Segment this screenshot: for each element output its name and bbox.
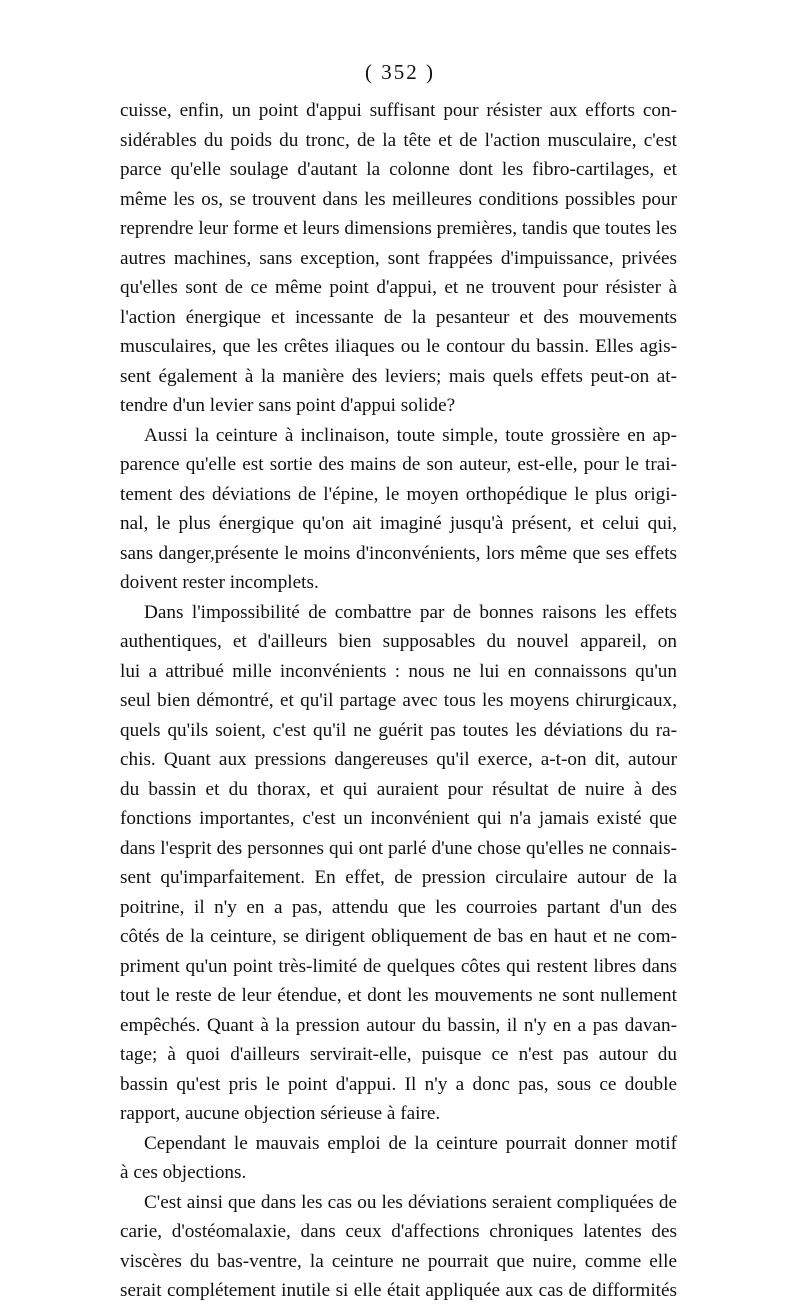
text-line: même les os, se trouvent dans les meilleures conditions possibles pour: [120, 188, 677, 210]
text-line: lui a attribué mille inconvénients : nous ne lui en connaissons qu'un: [120, 660, 677, 682]
paragraph: [120, 1188, 677, 1306]
paragraph: [120, 421, 677, 598]
text-line: musculaires, que les crêtes iliaques ou le contour du bassin. Elles agis-: [120, 336, 677, 357]
paragraph: [120, 1129, 677, 1188]
text-line: sans danger,présente le moins d'inconvénients, lors même que ses effets: [120, 542, 677, 564]
text-line: priment qu'un point très-limité de quelques côtes qui restent libres dans: [120, 955, 677, 977]
text-line: serait complétement inutile si elle était appliquée aux cas de difformités: [120, 1280, 677, 1301]
text-line: nal, le plus énergique qu'on ait imaginé jusqu'à présent, et celui qui,: [120, 513, 677, 534]
body-text: [120, 96, 677, 1306]
text-line: autres machines, sans exception, sont frappées d'impuissance, privées: [120, 247, 677, 269]
text-line: poitrine, il n'y en a pas, attendu que les courroies partant d'un des: [120, 896, 677, 918]
text-line: Aussi la ceinture à inclinaison, toute simple, toute grossière en ap-: [144, 424, 677, 446]
text-line: cuisse, enfin, un point d'appui suffisant pour résister aux efforts con-: [120, 100, 677, 121]
text-line: chis. Quant aux pressions dangereuses qu'il exerce, a-t-on dit, autour: [120, 749, 677, 770]
text-line: Dans l'impossibilité de combattre par de bonnes raisons les effets: [144, 601, 677, 623]
text-line: seul bien démontré, et qu'il partage avec tous les moyens chirurgicaux,: [120, 690, 677, 711]
text-line: reprendre leur forme et leurs dimensions premières, tandis que toutes les: [120, 218, 677, 239]
text-line: carie, d'ostéomalaxie, dans ceux d'affections chroniques latentes des: [120, 1221, 677, 1242]
text-line: Cependant le mauvais emploi de la ceinture pourrait donner motif: [144, 1132, 677, 1154]
text-line: empêchés. Quant à la pression autour du bassin, il n'y en a pas davan-: [120, 1014, 677, 1036]
text-line: sent également à la manière des leviers; mais quels effets peut-on at-: [120, 365, 677, 387]
text-line: parce qu'elle soulage d'autant la colonne dont les fibro-cartilages, et: [120, 159, 677, 180]
text-line: sidérables du poids du tronc, de la tête et de l'action musculaire, c'est: [120, 129, 677, 151]
text-line: côtés de la ceinture, se dirigent obliquement de bas en haut et ne com-: [120, 926, 677, 947]
text-line: à ces objections.: [120, 1162, 247, 1183]
text-line: tement des déviations de l'épine, le moyen orthopédique le plus origi-: [120, 483, 677, 505]
paragraph: [120, 96, 677, 421]
text-line: l'action énergique et incessante de la pesanteur et des mouvements: [120, 306, 677, 328]
text-line: rapport, aucune objection sérieuse à faire.: [120, 1103, 441, 1124]
paragraph: [120, 598, 677, 1129]
text-line: viscères du bas-ventre, la ceinture ne pourrait que nuire, comme elle: [120, 1250, 677, 1272]
text-line: sent qu'imparfaitement. En effet, de pression circulaire autour de la: [120, 867, 677, 888]
text-line: C'est ainsi que dans les cas ou les déviations seraient compliquées de: [144, 1191, 677, 1213]
page-number: ( 352 ): [365, 60, 435, 84]
text-line: qu'elles sont de ce même point d'appui, et ne trouvent pour résister à: [120, 277, 677, 298]
text-line: du bassin et du thorax, et qui auraient pour résultat de nuire à des: [120, 778, 677, 800]
text-line: quels qu'ils soient, c'est qu'il ne guérit pas toutes les déviations du ra-: [120, 719, 677, 741]
text-line: parence qu'elle est sortie des mains de son auteur, est-elle, pour le trai-: [120, 454, 677, 475]
text-line: bassin qu'est pris le point d'appui. Il n'y a donc pas, sous ce double: [120, 1073, 677, 1095]
text-line: tendre d'un levier sans point d'appui solide?: [120, 395, 456, 416]
text-line: fonctions importantes, c'est un inconvénient qui n'a jamais existé que: [120, 808, 677, 829]
text-line: tage; à quoi d'ailleurs servirait-elle, puisque ce n'est pas autour du: [120, 1044, 677, 1065]
text-line: doivent rester incomplets.: [120, 572, 319, 593]
text-line: tout le reste de leur étendue, et dont les mouvements ne sont nullement: [120, 985, 677, 1006]
text-line: authentiques, et d'ailleurs bien supposables du nouvel appareil, on: [120, 631, 677, 652]
text-line: dans l'esprit des personnes qui ont parlé d'une chose qu'elles ne connais-: [120, 837, 677, 859]
